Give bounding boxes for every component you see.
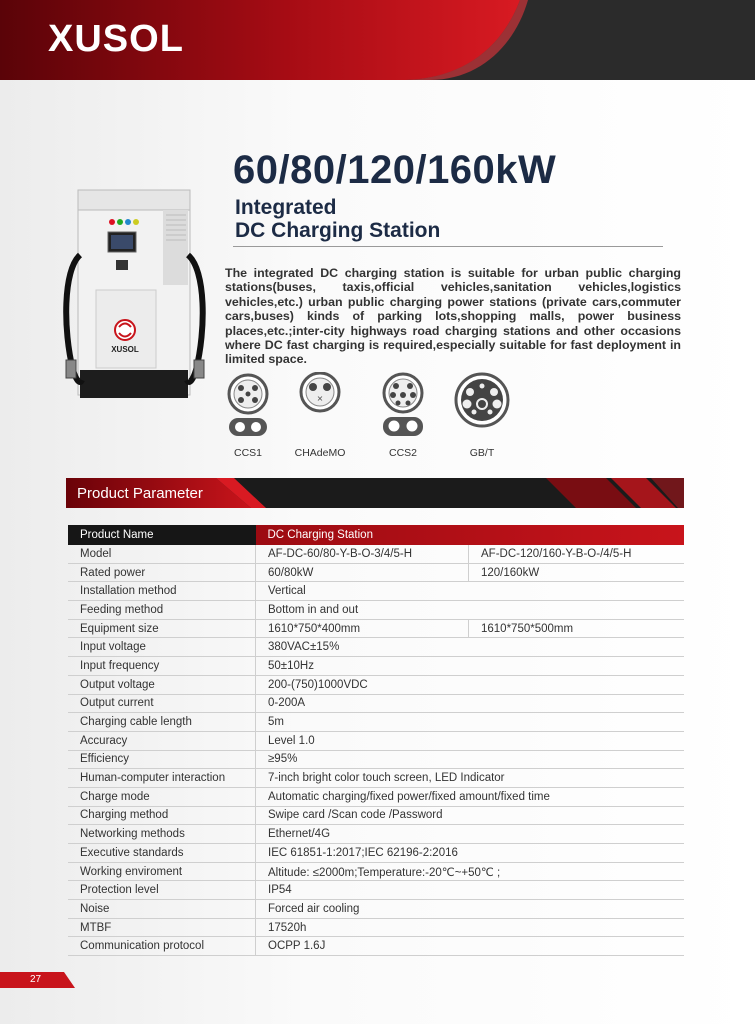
param-value: Bottom in and out <box>256 601 685 620</box>
table-row <box>68 657 684 676</box>
table-row <box>68 862 684 881</box>
page-number: 27 <box>30 974 42 985</box>
param-value: IP54 <box>256 881 685 900</box>
param-name: Communication protocol <box>68 937 256 956</box>
section-title: Product Parameter <box>77 485 203 502</box>
spec-table <box>68 525 684 956</box>
param-value: 7-inch bright color touch screen, LED Indicator <box>256 769 685 788</box>
table-row <box>68 713 684 732</box>
param-value: 0-200A <box>256 694 685 713</box>
table-row <box>68 900 684 919</box>
table-row <box>68 844 684 863</box>
param-value: 1610*750*400mm <box>256 619 469 638</box>
param-value: IEC 61851-1:2017;IEC 62196-2:2016 <box>256 844 685 863</box>
param-name: Working enviroment <box>68 862 256 881</box>
param-value: 200-(750)1000VDC <box>256 675 685 694</box>
table-row <box>68 731 684 750</box>
table-row <box>68 787 684 806</box>
param-value: OCPP 1.6J <box>256 937 685 956</box>
param-value: Automatic charging/fixed power/fixed amount/fixed time <box>256 787 685 806</box>
param-value: 17520h <box>256 918 685 937</box>
param-value: Swipe card /Scan code /Password <box>256 806 685 825</box>
param-name: Efficiency <box>68 750 256 769</box>
param-name: Networking methods <box>68 825 256 844</box>
param-name: Installation method <box>68 582 256 601</box>
table-row <box>68 582 684 601</box>
param-name: Input frequency <box>68 657 256 676</box>
param-value: 5m <box>256 713 685 732</box>
title-divider <box>233 246 663 247</box>
param-name: Output current <box>68 694 256 713</box>
header-key: Product Name <box>68 525 256 545</box>
param-name: Feeding method <box>68 601 256 620</box>
param-name: Accuracy <box>68 731 256 750</box>
param-value-alt: 120/160kW <box>469 563 685 582</box>
param-value: Level 1.0 <box>256 731 685 750</box>
connector-gbt <box>437 372 527 459</box>
connector-ccs2 <box>358 372 448 459</box>
param-value-alt: AF-DC-120/160-Y-B-O-/4/5-H <box>469 545 685 563</box>
param-value-alt: 1610*750*500mm <box>469 619 685 638</box>
param-name: Executive standards <box>68 844 256 863</box>
charger-logo-text: XUSOL <box>111 345 139 354</box>
param-name: Human-computer interaction <box>68 769 256 788</box>
param-name: Charging cable length <box>68 713 256 732</box>
param-value: 60/80kW <box>256 563 469 582</box>
param-name: Input voltage <box>68 638 256 657</box>
param-name: Protection level <box>68 881 256 900</box>
header-value: DC Charging Station <box>256 525 685 545</box>
table-row <box>68 937 684 956</box>
product-type-line2: DC Charging Station <box>235 219 441 242</box>
param-name: Charging method <box>68 806 256 825</box>
table-row <box>68 619 684 638</box>
param-name: Charge mode <box>68 787 256 806</box>
table-row <box>68 769 684 788</box>
table-row <box>68 638 684 657</box>
param-value: Vertical <box>256 582 685 601</box>
table-row <box>68 675 684 694</box>
connector-label: CCS1 <box>233 447 262 459</box>
param-name: Noise <box>68 900 256 919</box>
svg-text:×: × <box>316 394 324 403</box>
param-name: Equipment size <box>68 619 256 638</box>
param-value: Ethernet/4G <box>256 825 685 844</box>
product-description: The integrated DC charging station is suitable for urban public charging stations(buses, taxis,official vehicles,sanitation vehicles,logistics vehicles,etc.) urban public charging power stations (private cars,commuter cars,buses) kinds of parking lots,shopping malls, power business places,etc.;inter-city highways road charging stations and other occasions where DC fast charging is required,especially suitable for fast deployment in limited space. <box>225 266 681 367</box>
table-row <box>68 601 684 620</box>
power-rating-title: 60/80/120/160kW <box>233 148 557 192</box>
connector-label: GB/T <box>469 447 495 459</box>
param-value: Forced air cooling <box>256 900 685 919</box>
product-type-line1: Integrated <box>235 196 337 219</box>
param-name: Model <box>68 545 256 563</box>
table-row <box>68 545 684 563</box>
brand-logo: XUSOL <box>48 18 184 60</box>
connector-label: CHAdeMO <box>294 447 346 459</box>
param-value: AF-DC-60/80-Y-B-O-3/4/5-H <box>256 545 469 563</box>
connector-label: CCS2 <box>388 447 417 459</box>
ccs2-connector-icon <box>358 372 448 444</box>
table-row <box>68 750 684 769</box>
table-row <box>68 563 684 582</box>
param-value: 380VAC±15% <box>256 638 685 657</box>
connector-chademo <box>275 372 365 459</box>
gbt-connector-icon <box>437 372 527 444</box>
chademo-connector-icon <box>275 372 365 444</box>
param-name: MTBF <box>68 918 256 937</box>
param-name: Output voltage <box>68 675 256 694</box>
table-row <box>68 825 684 844</box>
param-value: Altitude: ≤2000m;Temperature:-20℃~+50℃ ; <box>256 862 685 881</box>
charger-image <box>58 180 208 415</box>
table-row <box>68 694 684 713</box>
spec-table-header <box>68 525 684 545</box>
table-row <box>68 806 684 825</box>
table-row <box>68 881 684 900</box>
param-name: Rated power <box>68 563 256 582</box>
param-value: ≥95% <box>256 750 685 769</box>
param-value: 50±10Hz <box>256 657 685 676</box>
table-row <box>68 918 684 937</box>
